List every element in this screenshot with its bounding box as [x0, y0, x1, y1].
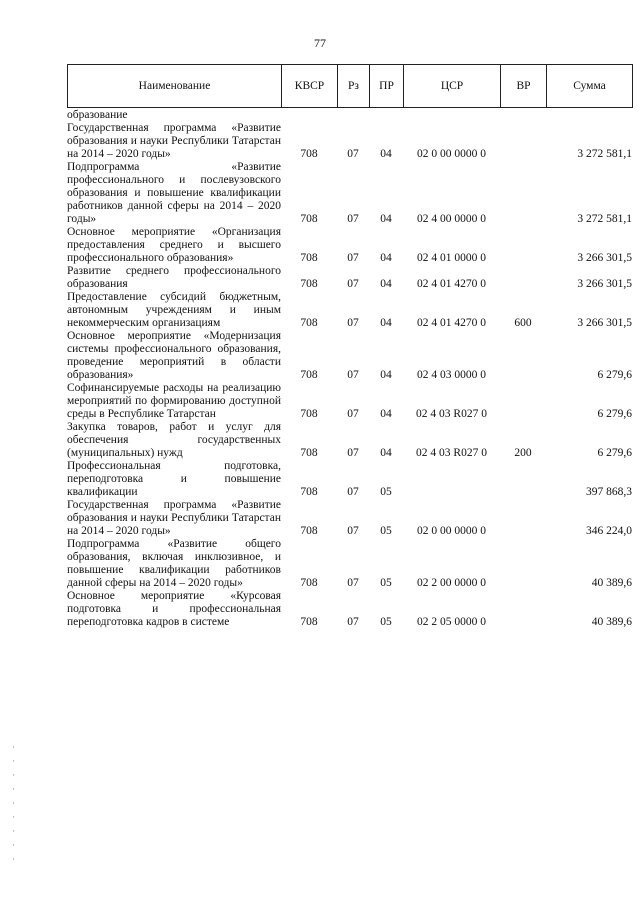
row-csr: 02 4 01 4270 0 — [417, 278, 486, 290]
header-name: Наименование — [68, 65, 282, 108]
header-csr: ЦСР — [404, 65, 501, 108]
row-pr: 04 — [380, 317, 392, 329]
row-sum: 40 389,6 — [591, 577, 632, 589]
row-csr: 02 0 00 0000 0 — [417, 525, 486, 537]
row-name: Софинансируемые расходы на реализацию мероприятий по формированию доступной среды в Республике Татарстан — [67, 382, 281, 420]
row-kvsr: 708 — [300, 447, 318, 459]
table-row — [67, 382, 632, 421]
row-csr: 02 4 03 R027 0 — [416, 408, 487, 420]
row-pr: 04 — [380, 369, 392, 381]
row-sum: 3 266 301,5 — [577, 317, 632, 329]
row-rz: 07 — [347, 447, 359, 459]
row-csr: 02 0 00 0000 0 — [417, 148, 486, 160]
margin-scan-marks — [12, 740, 18, 866]
row-kvsr: 708 — [300, 408, 318, 420]
table-row — [67, 460, 632, 499]
row-kvsr: 708 — [300, 148, 318, 160]
row-name: Закупка товаров, работ и услуг для обеспечения государственных (муниципальных) нужд — [67, 421, 281, 459]
row-pr: 04 — [380, 447, 392, 459]
table-row — [67, 109, 632, 122]
row-rz: 07 — [347, 317, 359, 329]
row-rz: 07 — [347, 577, 359, 589]
row-csr: 02 4 03 R027 0 — [416, 447, 487, 459]
row-vr: 600 — [514, 317, 532, 329]
row-kvsr: 708 — [300, 577, 318, 589]
row-sum: 3 266 301,5 — [577, 252, 632, 264]
row-sum: 40 389,6 — [591, 616, 632, 628]
row-rz: 07 — [347, 486, 359, 498]
header-rz: Рз — [338, 65, 370, 108]
header-vr: ВР — [501, 65, 547, 108]
row-sum: 346 224,0 — [586, 525, 632, 537]
table-row — [67, 291, 632, 330]
row-name: Основное мероприятие «Модернизация системы профессионального образования, проведение мероприятий в области образования» — [67, 330, 281, 381]
scan-dot: · — [12, 784, 15, 794]
row-pr: 04 — [380, 408, 392, 420]
header-sum: Сумма — [547, 65, 633, 108]
row-vr: 200 — [514, 447, 532, 459]
row-rz: 07 — [347, 525, 359, 537]
table-row — [67, 161, 632, 226]
row-name: образование — [67, 109, 128, 121]
table-row — [67, 122, 632, 161]
row-csr: 02 2 00 0000 0 — [417, 577, 486, 589]
row-rz: 07 — [347, 148, 359, 160]
row-name: Профессиональная подготовка, переподготовка и повышение квалификации — [67, 460, 281, 498]
row-rz: 07 — [347, 369, 359, 381]
row-rz: 07 — [347, 616, 359, 628]
table-header — [67, 64, 633, 108]
row-csr: 02 4 03 0000 0 — [417, 369, 486, 381]
row-sum: 397 868,3 — [586, 486, 632, 498]
scan-dot: · — [12, 826, 15, 836]
table-row — [67, 590, 632, 629]
table-row — [67, 499, 632, 538]
row-pr: 04 — [380, 252, 392, 264]
row-pr: 04 — [380, 148, 392, 160]
row-name: Развитие среднего профессионального образования — [67, 265, 281, 290]
row-name: Предоставление субсидий бюджетным, автономным учреждениям и иным некоммерческим организациям — [67, 291, 281, 329]
row-sum: 3 272 581,1 — [577, 213, 632, 225]
table-row — [67, 226, 632, 265]
page-number: 77 — [314, 36, 326, 50]
scan-dot: · — [12, 854, 15, 864]
row-kvsr: 708 — [300, 252, 318, 264]
scan-dot: · — [12, 840, 15, 850]
row-rz: 07 — [347, 213, 359, 225]
scan-dot: · — [12, 742, 15, 752]
row-sum: 6 279,6 — [597, 408, 632, 420]
row-kvsr: 708 — [300, 317, 318, 329]
row-pr: 05 — [380, 525, 392, 537]
row-kvsr: 708 — [300, 616, 318, 628]
row-sum: 3 272 581,1 — [577, 148, 632, 160]
header-kvsr: КВСР — [282, 65, 338, 108]
row-kvsr: 708 — [300, 369, 318, 381]
row-pr: 05 — [380, 616, 392, 628]
header-pr: ПР — [370, 65, 404, 108]
row-csr: 02 4 00 0000 0 — [417, 213, 486, 225]
table-row — [67, 538, 632, 590]
row-rz: 07 — [347, 252, 359, 264]
row-pr: 04 — [380, 278, 392, 290]
row-sum: 6 279,6 — [597, 369, 632, 381]
table-row — [67, 265, 632, 291]
row-kvsr: 708 — [300, 278, 318, 290]
row-pr: 05 — [380, 577, 392, 589]
scan-dot: · — [12, 798, 15, 808]
row-csr: 02 2 05 0000 0 — [417, 616, 486, 628]
row-kvsr: 708 — [300, 213, 318, 225]
scan-dot: · — [12, 770, 15, 780]
row-rz: 07 — [347, 278, 359, 290]
table-row — [67, 330, 632, 382]
row-pr: 05 — [380, 486, 392, 498]
table-body — [67, 109, 632, 629]
row-name: Основное мероприятие «Организация предоставления среднего и высшего профессионального образования» — [67, 226, 281, 264]
row-name: Государственная программа «Развитие образования и науки Республики Татарстан на 2014 – 2020 годы» — [67, 499, 281, 537]
scan-dot: · — [12, 756, 15, 766]
row-rz: 07 — [347, 408, 359, 420]
row-csr: 02 4 01 0000 0 — [417, 252, 486, 264]
row-kvsr: 708 — [300, 525, 318, 537]
row-name: Государственная программа «Развитие образования и науки Республики Татарстан на 2014 – 2020 годы» — [67, 122, 281, 160]
scan-dot: · — [12, 812, 15, 822]
row-name: Подпрограмма «Развитие профессионального и послевузовского образования и повышение квалификации работников данной сферы на 2014 – 2020 годы» — [67, 161, 281, 225]
row-name: Основное мероприятие «Курсовая подготовка и профессиональная переподготовка кадров в системе — [67, 590, 281, 628]
row-name: Подпрограмма «Развитие общего образования, включая инклюзивное, и повышение квалификации работников данной сферы на 2014 – 2020 годы» — [67, 538, 281, 589]
row-csr: 02 4 01 4270 0 — [417, 317, 486, 329]
row-sum: 3 266 301,5 — [577, 278, 632, 290]
table-row — [67, 421, 632, 460]
row-sum: 6 279,6 — [597, 447, 632, 459]
row-pr: 04 — [380, 213, 392, 225]
row-kvsr: 708 — [300, 486, 318, 498]
